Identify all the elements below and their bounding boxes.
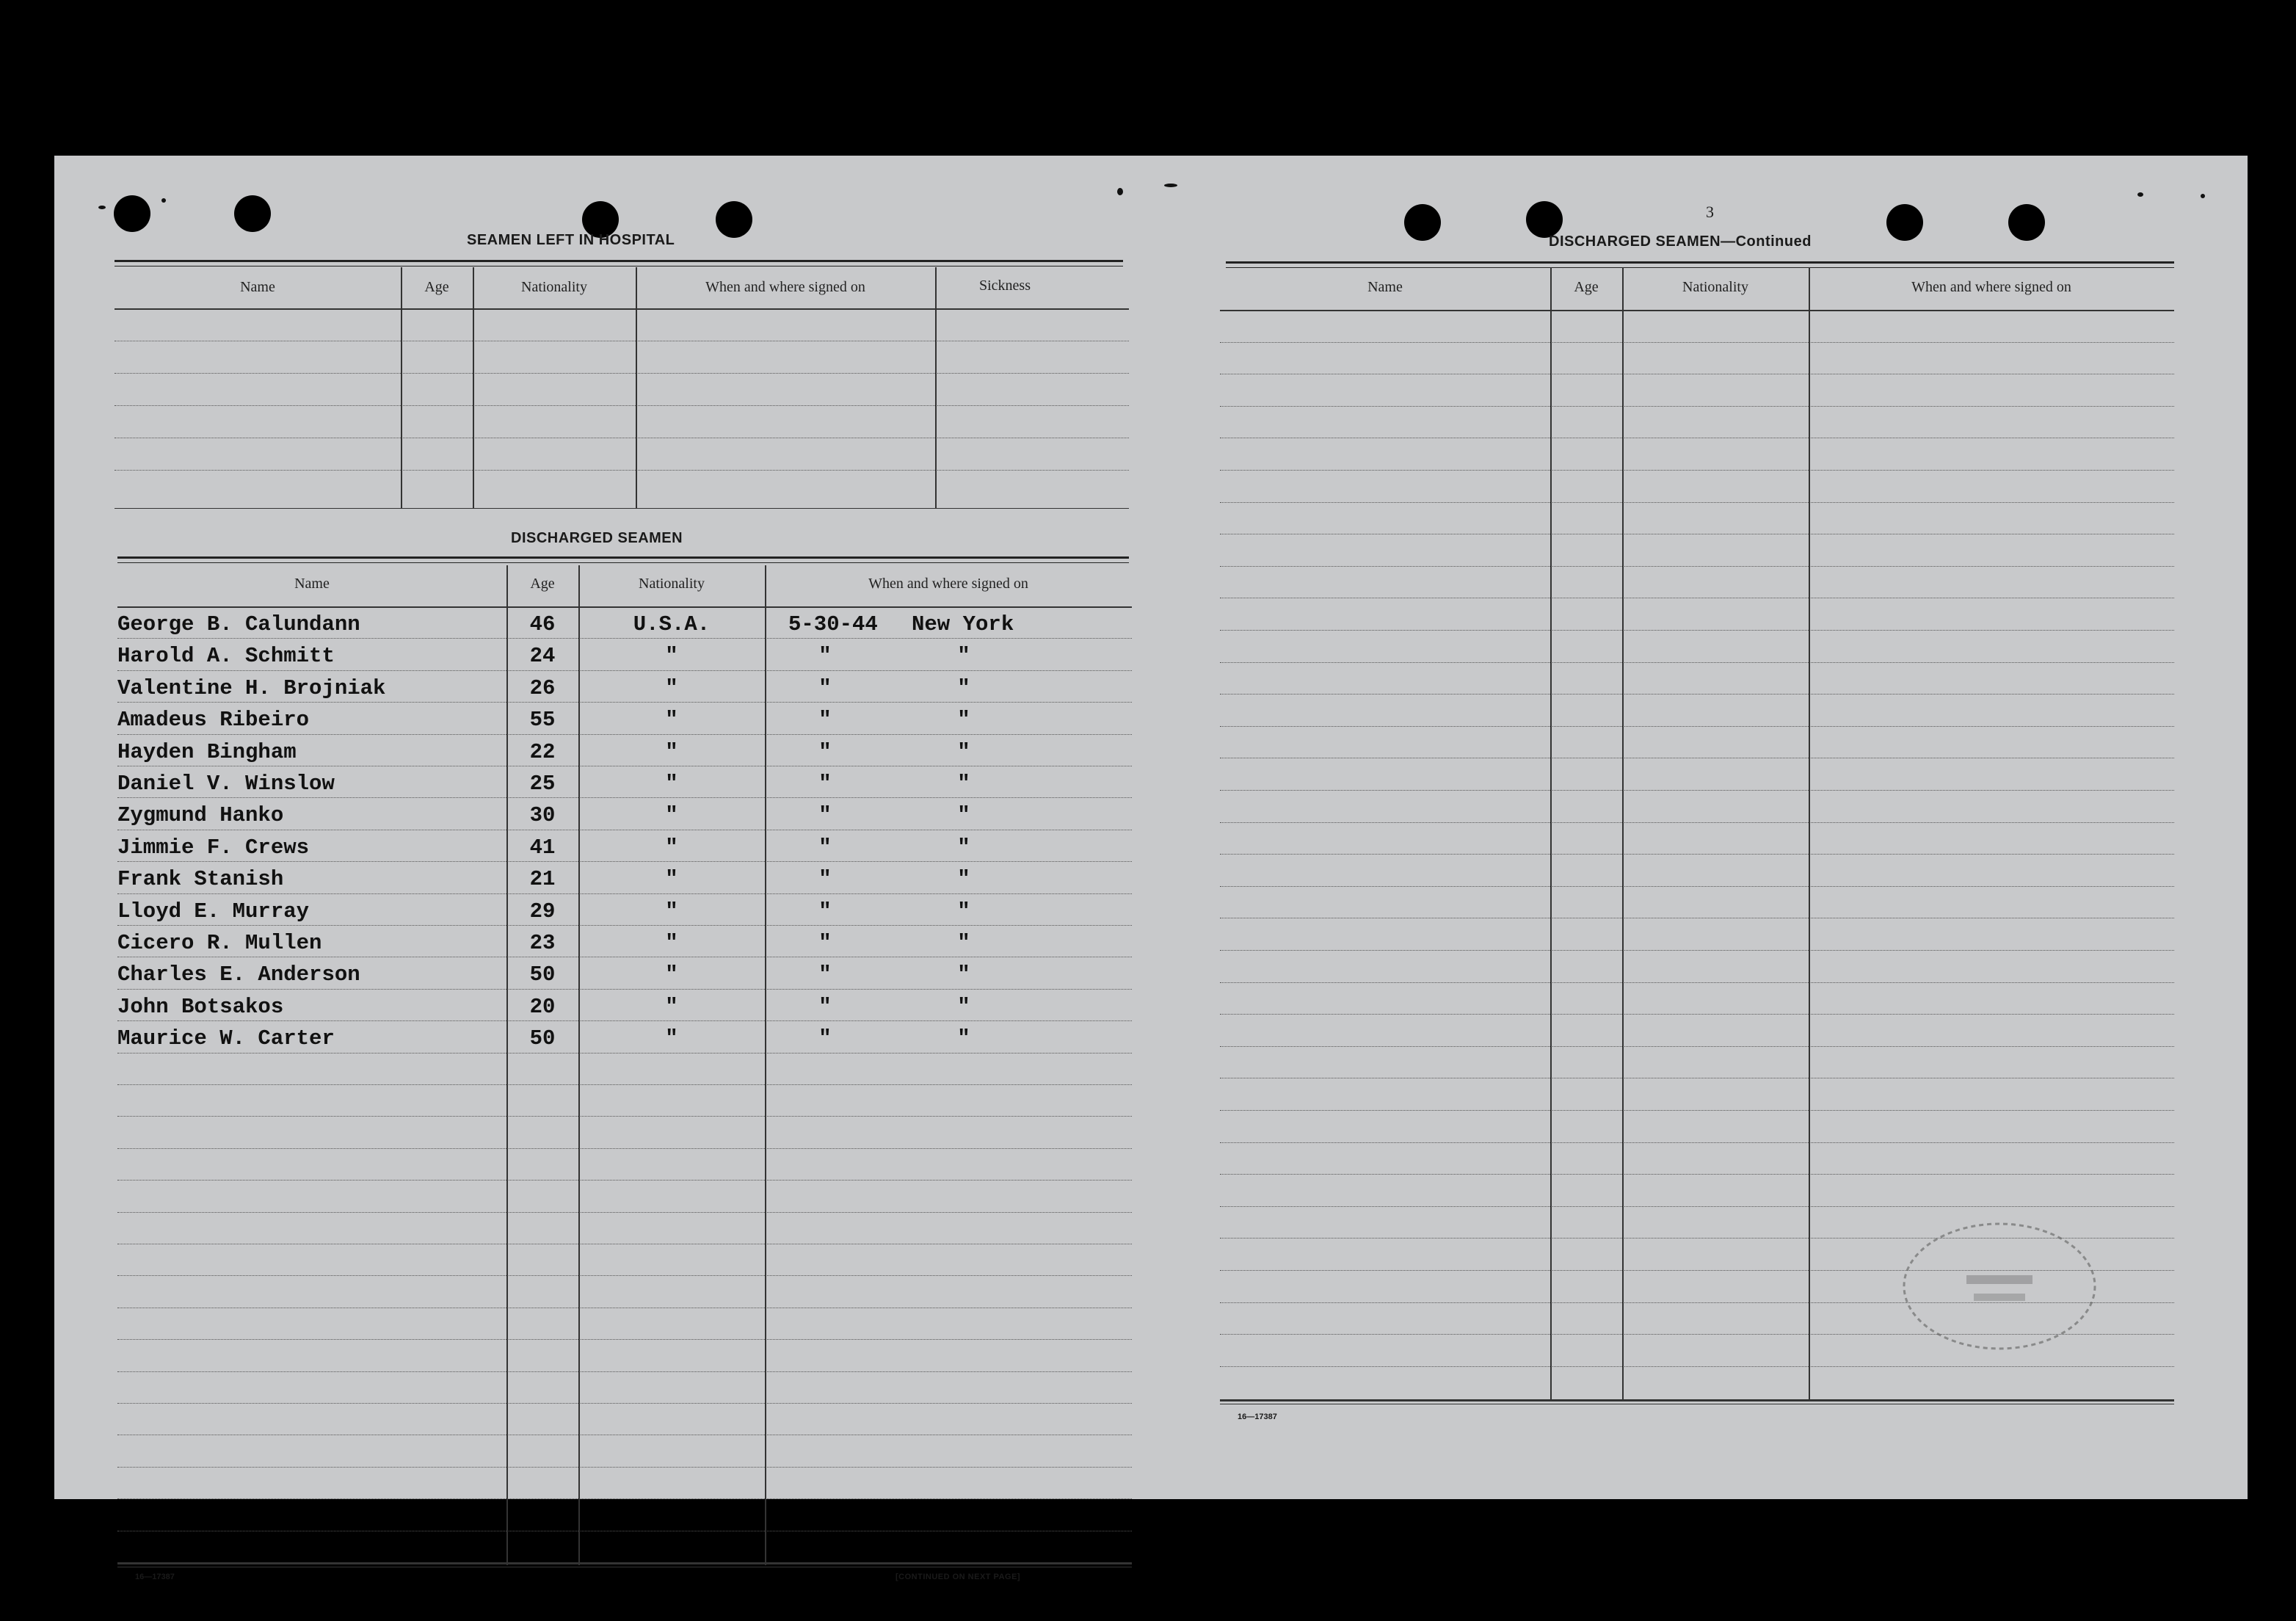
table-bottom-rule bbox=[1220, 1399, 2174, 1401]
row-line bbox=[1220, 1174, 2174, 1175]
seaman-age: 30 bbox=[529, 803, 556, 828]
seaman-name: John Botsakos bbox=[117, 994, 284, 1019]
col-header-nationality: Nationality bbox=[1682, 279, 1748, 295]
col-header-nationality: Nationality bbox=[639, 576, 705, 592]
row-line bbox=[1220, 406, 2174, 407]
seaman-age: 29 bbox=[529, 899, 556, 924]
signed-on-date: " bbox=[818, 899, 832, 924]
row-line bbox=[1220, 726, 2174, 727]
row-line bbox=[1220, 630, 2174, 631]
col-header-age: Age bbox=[530, 576, 555, 592]
row-line bbox=[1220, 502, 2174, 503]
seaman-nationality: " bbox=[665, 962, 678, 987]
col-header-signed-on: When and where signed on bbox=[1911, 279, 2071, 295]
rule bbox=[1226, 267, 2174, 268]
signed-on-place: New York bbox=[912, 612, 1014, 637]
row-line bbox=[1220, 854, 2174, 855]
document-sheet bbox=[54, 156, 2248, 1581]
seaman-age: 50 bbox=[529, 1026, 556, 1051]
seaman-name: Valentine H. Brojniak bbox=[117, 675, 386, 700]
discharged-section-title: DISCHARGED SEAMEN bbox=[511, 530, 683, 546]
signed-on-date: " bbox=[818, 739, 832, 764]
table-bottom-rule bbox=[117, 1562, 1132, 1564]
seaman-age: 50 bbox=[529, 962, 556, 987]
signed-on-place: " bbox=[957, 899, 970, 924]
form-number: 16—17387 bbox=[1238, 1413, 1277, 1421]
seaman-age: 20 bbox=[529, 994, 556, 1019]
seaman-age: 24 bbox=[529, 644, 556, 669]
form-number: 16—17387 bbox=[135, 1573, 175, 1581]
seaman-age: 41 bbox=[529, 835, 556, 860]
col-header-name: Name bbox=[1367, 279, 1403, 295]
row-line bbox=[1220, 790, 2174, 791]
seaman-nationality: " bbox=[665, 803, 678, 828]
seaman-name: Frank Stanish bbox=[117, 867, 284, 892]
signed-on-date: " bbox=[818, 803, 832, 828]
row-line bbox=[1220, 566, 2174, 567]
page-number: 3 bbox=[1706, 203, 1714, 221]
row-line bbox=[1220, 662, 2174, 663]
seaman-nationality: " bbox=[665, 994, 678, 1019]
col-divider bbox=[1809, 267, 1810, 1399]
seaman-age: 25 bbox=[529, 772, 556, 796]
seaman-name: Daniel V. Winslow bbox=[117, 772, 335, 796]
col-header-name: Name bbox=[294, 576, 330, 592]
col-header-nationality: Nationality bbox=[521, 279, 587, 295]
signed-on-date: " bbox=[818, 835, 832, 860]
seaman-name: George B. Calundann bbox=[117, 612, 360, 637]
seaman-name: Charles E. Anderson bbox=[117, 962, 360, 987]
seaman-name: Jimmie F. Crews bbox=[117, 835, 310, 860]
seaman-nationality: " bbox=[665, 835, 678, 860]
seaman-nationality: " bbox=[665, 931, 678, 955]
signed-on-date: " bbox=[818, 675, 832, 700]
signed-on-place: " bbox=[957, 835, 970, 860]
seaman-age: 23 bbox=[529, 931, 556, 955]
seaman-nationality: " bbox=[665, 899, 678, 924]
col-header-signed-on: When and where signed on bbox=[705, 279, 865, 295]
row-line bbox=[1220, 1110, 2174, 1111]
signed-on-date: " bbox=[818, 931, 832, 955]
signed-on-date: " bbox=[818, 994, 832, 1019]
seaman-age: 46 bbox=[529, 612, 556, 637]
faint-stamp bbox=[1889, 1205, 2110, 1367]
row-line bbox=[1220, 886, 2174, 887]
row-line bbox=[1220, 822, 2174, 823]
continued-title: DISCHARGED SEAMEN bbox=[1549, 233, 1721, 250]
signed-on-date: " bbox=[818, 962, 832, 987]
signed-on-place: " bbox=[957, 962, 970, 987]
signed-on-date: " bbox=[818, 867, 832, 892]
signed-on-place: " bbox=[957, 708, 970, 733]
header-rule bbox=[1220, 310, 2174, 311]
signed-on-date: " bbox=[818, 708, 832, 733]
signed-on-place: " bbox=[957, 1026, 970, 1051]
seaman-nationality: " bbox=[665, 1026, 678, 1051]
seaman-age: 26 bbox=[529, 675, 556, 700]
seaman-name: Lloyd E. Murray bbox=[117, 899, 310, 924]
signed-on-place: " bbox=[957, 772, 970, 796]
row-line bbox=[1220, 1014, 2174, 1015]
seaman-name: Harold A. Schmitt bbox=[117, 644, 335, 669]
col-header-signed-on: When and where signed on bbox=[868, 576, 1028, 592]
seaman-name: Amadeus Ribeiro bbox=[117, 708, 310, 733]
col-divider bbox=[1622, 267, 1624, 1399]
signed-on-date: " bbox=[818, 644, 832, 669]
col-header-name: Name bbox=[240, 279, 275, 295]
signed-on-date: " bbox=[818, 1026, 832, 1051]
seaman-nationality: " bbox=[665, 867, 678, 892]
row-line bbox=[1220, 470, 2174, 471]
rule bbox=[1226, 261, 2174, 264]
signed-on-place: " bbox=[957, 867, 970, 892]
signed-on-place: " bbox=[957, 931, 970, 955]
row-line bbox=[1220, 1142, 2174, 1143]
col-header-age: Age bbox=[1574, 279, 1599, 295]
signed-on-place: " bbox=[957, 675, 970, 700]
signed-on-place: " bbox=[957, 739, 970, 764]
col-divider bbox=[1550, 267, 1552, 1399]
signed-on-place: " bbox=[957, 994, 970, 1019]
right-page bbox=[54, 156, 2248, 1499]
row-line bbox=[1220, 342, 2174, 343]
row-line bbox=[1220, 950, 2174, 951]
seaman-nationality: " bbox=[665, 644, 678, 669]
row-line bbox=[1220, 694, 2174, 695]
seaman-nationality: " bbox=[665, 739, 678, 764]
seaman-name: Cicero R. Mullen bbox=[117, 931, 322, 955]
col-header-sickness: Sickness bbox=[979, 278, 1031, 294]
row-line bbox=[1220, 982, 2174, 983]
continued-section-title bbox=[1549, 233, 1812, 250]
seaman-nationality: " bbox=[665, 675, 678, 700]
signed-on-date: " bbox=[818, 772, 832, 796]
row-line bbox=[1220, 1046, 2174, 1047]
hospital-section-title: SEAMEN LEFT IN HOSPITAL bbox=[467, 232, 675, 248]
seaman-name: Hayden Bingham bbox=[117, 739, 297, 764]
signed-on-place: " bbox=[957, 803, 970, 828]
seaman-nationality: U.S.A. bbox=[633, 612, 711, 637]
seaman-name: Maurice W. Carter bbox=[117, 1026, 335, 1051]
seaman-name: Zygmund Hanko bbox=[117, 803, 284, 828]
seaman-age: 22 bbox=[529, 739, 556, 764]
continued-suffix: —Continued bbox=[1721, 233, 1812, 250]
signed-on-date: 5-30-44 bbox=[788, 612, 878, 637]
seaman-nationality: " bbox=[665, 772, 678, 796]
seaman-age: 55 bbox=[529, 708, 556, 733]
col-header-age: Age bbox=[424, 279, 449, 295]
seaman-nationality: " bbox=[665, 708, 678, 733]
signed-on-place: " bbox=[957, 644, 970, 669]
seaman-age: 21 bbox=[529, 867, 556, 892]
continued-note: [CONTINUED ON NEXT PAGE] bbox=[895, 1573, 1021, 1581]
